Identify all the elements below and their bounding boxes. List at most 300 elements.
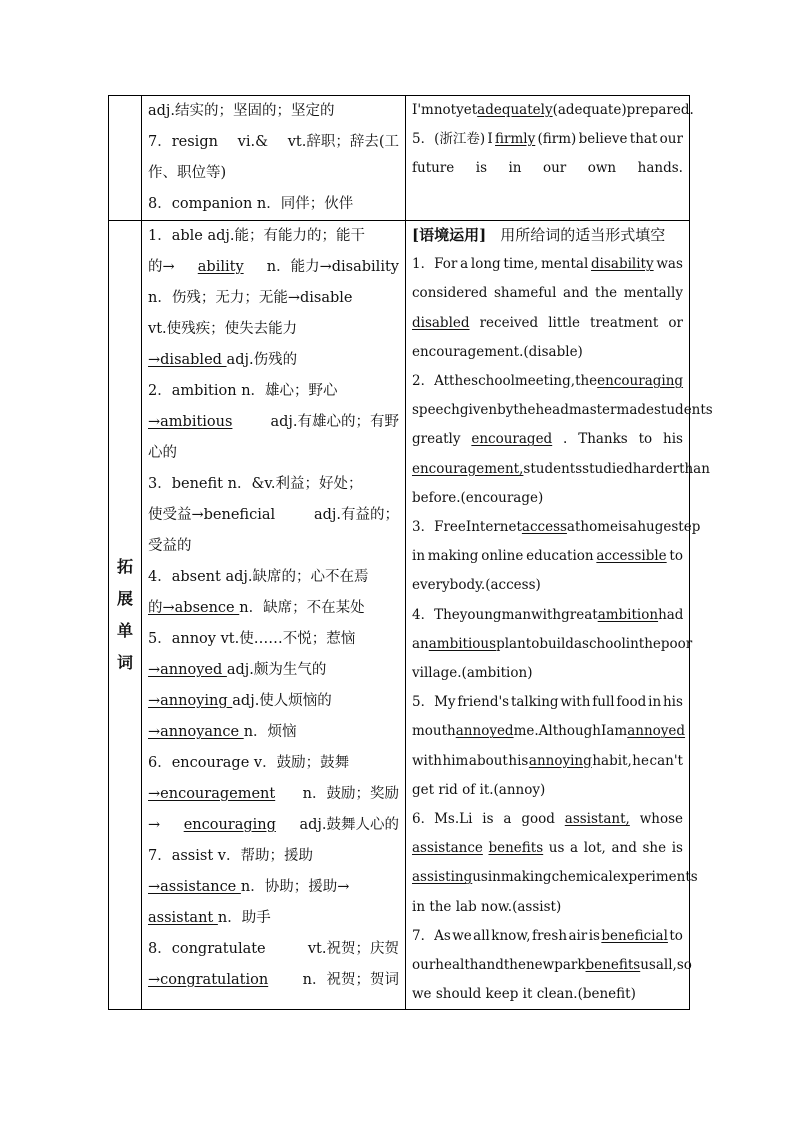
word-token: n．缺席；不在某处 — [239, 600, 365, 616]
word-token: the — [575, 373, 598, 390]
word-token: rid — [438, 781, 463, 798]
word-token: 4．The — [412, 606, 460, 623]
word-token: 2．At — [412, 373, 450, 390]
word-token: →encouragement — [148, 786, 276, 802]
text-line — [148, 158, 399, 189]
text-line — [148, 376, 399, 407]
word-token: clean.(benefit) — [536, 986, 636, 1003]
text-line — [412, 717, 686, 746]
word-token: experiments — [612, 869, 698, 886]
word-token: to — [525, 635, 540, 652]
word-token: the — [638, 635, 661, 652]
word-token: ambitious — [428, 635, 497, 652]
word-token: huge — [637, 519, 672, 536]
word-token: n．鼓励；奖励 — [302, 786, 399, 802]
text-line — [412, 396, 713, 425]
word-token: not — [433, 102, 457, 118]
table-row-main — [109, 221, 690, 1010]
word-token: I — [601, 723, 607, 740]
word-token: received — [479, 314, 539, 331]
word-token: young — [459, 606, 502, 623]
word-token: → — [148, 817, 161, 833]
word-token: vt.辞职；辞去(工 — [287, 134, 399, 150]
word-token: his — [662, 694, 683, 711]
text-line — [148, 779, 399, 810]
word-token: vt.使残疾；使失去能力 — [148, 321, 298, 337]
text-line — [412, 776, 683, 805]
word-token: to — [669, 548, 683, 565]
word-token: in — [487, 869, 501, 886]
word-token: health — [435, 957, 479, 974]
word-token: →annoyed — [148, 662, 227, 678]
word-token: in — [412, 548, 426, 565]
word-token: made — [616, 402, 654, 419]
word-token: was — [656, 256, 683, 273]
word-token: →ambitious — [148, 414, 233, 430]
text-line — [412, 747, 683, 776]
word-token: 8．congratulate — [148, 941, 266, 957]
word-token: our — [659, 131, 683, 147]
word-token: 5．annoy — [148, 631, 221, 647]
word-token: is — [671, 840, 683, 857]
text-line — [412, 125, 683, 154]
word-token: 受益的 — [148, 538, 192, 554]
word-token: assistance — [412, 840, 483, 857]
exercise-header-tag: [语境运用] — [412, 226, 487, 244]
text-line — [148, 655, 399, 686]
word-token: adj.缺席的；心不在焉 — [225, 569, 369, 585]
word-token: considered — [412, 285, 488, 302]
word-token: is — [618, 519, 630, 536]
word-token: keep — [485, 986, 523, 1003]
word-token: annoyed — [455, 723, 514, 740]
text-line — [148, 438, 399, 469]
word-token: encouraged — [471, 431, 553, 448]
word-token: in — [648, 694, 662, 711]
word-token: our — [542, 160, 567, 176]
word-token: a — [460, 256, 469, 273]
word-token: it.(annoy) — [479, 781, 546, 798]
text-line — [412, 513, 701, 542]
word-cell-top — [142, 96, 406, 221]
word-token: (adequate) — [552, 102, 627, 118]
text-line — [412, 659, 683, 688]
word-token: adj.能；有能力的；能干 — [207, 228, 366, 244]
word-token: the — [449, 373, 472, 390]
word-token: air — [568, 927, 588, 944]
text-line — [412, 279, 683, 308]
text-line — [412, 951, 692, 980]
word-token: shameful — [493, 285, 557, 302]
word-token: to — [638, 431, 653, 448]
vocabulary-table — [108, 95, 713, 1010]
text-line — [412, 980, 683, 1009]
word-token: mentally — [623, 285, 683, 302]
word-token: she — [642, 840, 667, 857]
text-line — [148, 314, 399, 345]
text-line — [412, 834, 683, 863]
word-token: in — [625, 635, 639, 652]
word-token: all, — [655, 957, 677, 974]
word-token: and — [478, 957, 504, 974]
word-token: great — [561, 606, 598, 623]
word-token: greatly — [412, 431, 461, 448]
word-token: assistant, — [564, 811, 630, 828]
word-list-top — [142, 96, 405, 220]
word-token: own — [587, 160, 617, 176]
word-token: Thanks — [578, 431, 628, 448]
word-token: (firm) — [537, 131, 577, 147]
word-token: →disabled — [148, 352, 227, 368]
text-line — [412, 688, 683, 717]
word-token: and — [563, 285, 589, 302]
text-line — [148, 221, 399, 252]
exercise-header-instruction: 用所给词的适当形式填空 — [500, 226, 666, 244]
text-line — [148, 841, 399, 872]
text-line — [412, 250, 683, 279]
word-token: adj.使人烦恼的 — [232, 693, 332, 709]
word-token: time, — [503, 256, 539, 273]
text-line — [148, 283, 399, 314]
word-token: making — [427, 548, 479, 565]
word-token: 3．benefit — [148, 476, 228, 492]
text-line — [148, 593, 399, 624]
word-token: school — [582, 635, 626, 652]
text-line — [412, 863, 698, 892]
word-token: making — [500, 869, 552, 886]
text-line — [148, 965, 399, 996]
word-token: mouth — [412, 723, 456, 740]
word-token: →assistance — [148, 879, 241, 895]
word-token: annoying — [528, 752, 592, 769]
text-line — [148, 469, 399, 500]
word-token: of — [462, 781, 480, 798]
text-line — [412, 425, 683, 454]
word-token: 6．encourage — [148, 755, 254, 771]
word-token: n．助手 — [217, 910, 271, 926]
word-token: 8．companion — [148, 196, 257, 212]
word-token: given — [459, 402, 498, 419]
text-line — [148, 500, 399, 531]
word-token: everybody.(access) — [412, 577, 541, 594]
word-token: should — [435, 986, 486, 1003]
word-token: before.(encourage) — [412, 489, 544, 506]
word-token: benefits — [488, 840, 544, 857]
word-token: students — [654, 402, 713, 419]
text-line — [148, 189, 399, 220]
word-token: v．鼓励；鼓舞 — [253, 755, 350, 771]
word-token: at — [566, 519, 581, 536]
word-token: us — [640, 957, 656, 974]
text-line — [412, 542, 683, 571]
word-token: online — [481, 548, 524, 565]
label-cell-empty — [109, 96, 142, 221]
word-token: the — [513, 402, 536, 419]
word-token: in — [412, 898, 430, 915]
word-token: →annoying — [148, 693, 233, 709]
text-line — [148, 903, 399, 934]
word-token: us — [548, 840, 565, 857]
word-token: we — [452, 927, 472, 944]
word-token: little — [548, 314, 580, 331]
word-token: believe — [578, 131, 628, 147]
word-token: or — [668, 314, 683, 331]
word-token: treatment — [590, 314, 659, 331]
word-token: can't — [649, 752, 683, 769]
text-line — [412, 309, 683, 338]
word-token: had — [658, 606, 684, 623]
word-token: I'm — [412, 102, 434, 118]
word-token: 3．Free — [412, 519, 466, 536]
word-token: 7．assist — [148, 848, 218, 864]
text-line — [148, 872, 399, 903]
word-token: lot, — [583, 840, 606, 857]
word-token: know, — [491, 927, 531, 944]
word-token: hands. — [637, 160, 683, 176]
text-line — [412, 455, 710, 484]
word-token: encouragement, — [412, 460, 524, 477]
section-label-cell — [109, 221, 142, 1010]
word-token: 1．able — [148, 228, 208, 244]
word-token: chemical — [551, 869, 613, 886]
word-token: now.(assist) — [481, 898, 562, 915]
text-line — [148, 562, 399, 593]
text-line — [412, 338, 683, 367]
text-line — [412, 922, 683, 951]
text-line — [148, 96, 399, 127]
text-line — [412, 571, 683, 600]
word-token: his — [508, 752, 529, 769]
word-token: assisting — [412, 869, 473, 886]
word-token: . — [563, 431, 568, 448]
example-list-top — [406, 96, 694, 183]
word-token: Internet — [465, 519, 522, 536]
word-token: adj.颇为生气的 — [226, 662, 327, 678]
word-token: 5．(浙江卷) — [412, 131, 486, 147]
word-token: village.(ambition) — [412, 665, 533, 682]
word-token: by — [497, 402, 514, 419]
word-token: vt.祝贺；庆贺 — [307, 941, 399, 957]
word-token: an — [412, 635, 429, 652]
word-token: access — [521, 519, 567, 536]
word-token: talking — [510, 694, 559, 711]
word-token: a — [629, 519, 638, 536]
word-token: n．同伴；伙伴 — [256, 196, 354, 212]
word-token: plan — [496, 635, 526, 652]
word-token: park — [554, 957, 586, 974]
word-token: v．帮助；援助 — [217, 848, 313, 864]
word-token: 6．Ms.Li — [412, 811, 473, 828]
word-token: am — [606, 723, 628, 740]
word-token: build — [539, 635, 574, 652]
word-token: 的→ — [148, 259, 175, 275]
text-line — [148, 934, 399, 965]
word-token: get — [412, 781, 439, 798]
word-token: 心的 — [148, 445, 177, 461]
word-token: that — [629, 131, 658, 147]
word-token: n．协助；援助→ — [240, 879, 350, 895]
text-line — [148, 345, 399, 376]
word-token: fresh — [531, 927, 568, 944]
word-token: adj.结实的；坚固的；坚定的 — [148, 103, 335, 119]
word-token: our — [412, 957, 436, 974]
word-token: disability — [591, 256, 654, 273]
word-token: he — [632, 752, 649, 769]
word-token: step — [671, 519, 701, 536]
word-token: students — [523, 460, 583, 477]
text-line — [148, 686, 399, 717]
word-token: is — [482, 811, 494, 828]
text-line — [148, 531, 399, 562]
word-token: beneficial — [601, 927, 668, 944]
word-token: n．烦恼 — [243, 724, 297, 740]
word-token: than — [679, 460, 710, 477]
word-token: encouragement.(disable) — [412, 343, 583, 360]
word-token: disabled — [412, 314, 470, 331]
word-token: n．&v.利益；好处； — [227, 476, 363, 492]
word-token: home — [580, 519, 619, 536]
word-token: firmly — [495, 131, 536, 147]
word-token: n．祝贺；贺词 — [302, 972, 399, 988]
word-token: speech — [412, 402, 460, 419]
text-line — [412, 893, 683, 922]
word-token: adj.有雄心的；有野 — [270, 414, 399, 430]
word-token: a — [503, 811, 512, 828]
text-line — [148, 624, 399, 655]
word-token: ability — [197, 259, 244, 275]
word-token: a — [573, 635, 583, 652]
word-token: with — [531, 606, 562, 623]
word-token: with — [560, 694, 591, 711]
text-line — [148, 810, 399, 841]
word-token: accessible — [596, 548, 667, 565]
word-token: encouraging — [597, 373, 684, 390]
word-token: me.Although — [513, 723, 602, 740]
word-token: with — [412, 752, 442, 769]
word-token: headmaster — [535, 402, 617, 419]
word-token: n．伤残；无力；无能→disable — [148, 290, 353, 306]
word-token: 7．As — [412, 927, 451, 944]
text-line — [148, 748, 399, 779]
word-token: the — [429, 898, 456, 915]
example-cell-main — [406, 221, 713, 1010]
word-token: the — [503, 957, 526, 974]
word-token: adj.鼓舞人心的 — [299, 817, 399, 833]
word-token: and — [611, 840, 637, 857]
text-line — [148, 127, 399, 158]
word-token: 作、职位等) — [148, 165, 227, 181]
word-token: adj.伤残的 — [226, 352, 298, 368]
word-token: school — [471, 373, 515, 390]
word-token: harder — [632, 460, 680, 477]
text-line — [148, 252, 399, 283]
word-cell-main — [142, 221, 406, 1010]
word-token: we — [412, 986, 436, 1003]
word-token: new — [525, 957, 555, 974]
word-token: vt.使……不悦；惹恼 — [220, 631, 356, 647]
word-token: meeting, — [514, 373, 576, 390]
word-token: →congratulation — [148, 972, 269, 988]
word-token: is — [475, 160, 487, 176]
word-token: in — [508, 160, 522, 176]
word-token: encouraging — [183, 817, 276, 833]
section-label-char: 拓 — [116, 557, 133, 577]
word-token: 1．For — [412, 256, 458, 273]
word-token: adequately — [477, 102, 553, 118]
example-list-main — [406, 221, 713, 1009]
word-token: food — [616, 694, 647, 711]
word-token: annoyed — [627, 723, 686, 740]
word-token: assistant — [148, 910, 218, 926]
word-token: 2．ambition — [148, 383, 242, 399]
text-line — [148, 407, 399, 438]
word-token: yet — [456, 102, 478, 118]
word-token: good — [521, 811, 555, 828]
word-token: poor — [660, 635, 693, 652]
word-token: prepared. — [626, 102, 694, 118]
word-token: about — [468, 752, 508, 769]
word-token: 使受益→beneficial — [148, 507, 276, 523]
exercise-header — [412, 221, 683, 250]
text-line — [412, 96, 694, 125]
word-token: a — [570, 840, 579, 857]
word-token: whose — [639, 811, 683, 828]
word-token: ambition — [597, 606, 659, 623]
word-token: n．雄心；野心 — [241, 383, 338, 399]
word-token: vi.& — [237, 134, 268, 150]
word-token: studied — [582, 460, 633, 477]
word-token: mental — [541, 256, 589, 273]
word-token: it — [522, 986, 537, 1003]
word-token: adj.有益的； — [313, 507, 399, 523]
text-line — [412, 630, 693, 659]
text-line — [412, 805, 683, 834]
word-token: us — [472, 869, 488, 886]
word-token: so — [676, 957, 692, 974]
section-label-char: 展 — [116, 589, 133, 609]
word-token: future — [412, 160, 455, 176]
word-token: I — [487, 131, 493, 147]
word-token: 5．My — [412, 694, 456, 711]
word-token: →annoyance — [148, 724, 244, 740]
word-token: full — [592, 694, 615, 711]
example-cell-top — [406, 96, 694, 221]
word-token: him — [442, 752, 469, 769]
text-line — [412, 154, 683, 183]
text-line — [412, 484, 683, 513]
word-token: lab — [455, 898, 482, 915]
word-token: n．能力→disability — [266, 259, 399, 275]
word-token: the — [595, 285, 618, 302]
section-label-char: 单 — [116, 621, 133, 641]
text-line — [148, 717, 399, 748]
word-token: man — [501, 606, 532, 623]
word-token: habit, — [592, 752, 632, 769]
word-token: 4．absent — [148, 569, 226, 585]
word-token: 7．resign — [148, 134, 218, 150]
word-token: all — [473, 927, 490, 944]
word-token: to — [669, 927, 683, 944]
word-token: long — [470, 256, 501, 273]
word-token: education — [526, 548, 594, 565]
word-token: benefits — [585, 957, 641, 974]
word-token: 的→absence — [148, 600, 240, 616]
word-token: friend's — [457, 694, 510, 711]
word-token: is — [588, 927, 600, 944]
text-line — [412, 367, 683, 396]
table-row-top — [109, 96, 690, 221]
text-line — [412, 601, 683, 630]
